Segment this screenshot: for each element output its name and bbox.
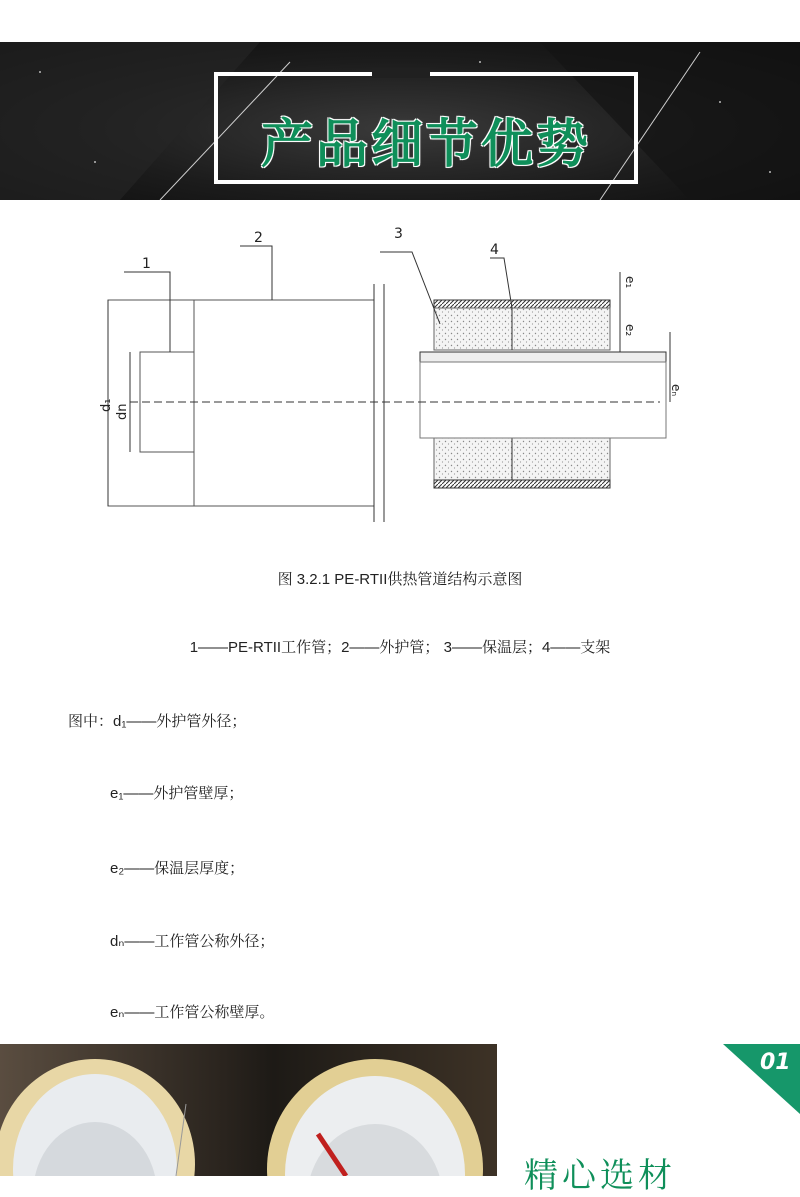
legend-intro: 图中：d₁——外护管外径； [68, 713, 247, 730]
dim-d1: d₁ [99, 398, 114, 412]
legend-item: dₙ——工作管公称外径； [110, 933, 275, 950]
header-banner [0, 42, 800, 200]
label-1: 1 [142, 256, 151, 272]
dim-dn: dn [115, 403, 130, 420]
pipe-structure-diagram [90, 212, 690, 532]
pipe-photo-image [0, 1044, 497, 1176]
top-margin [0, 0, 800, 42]
figure-parts: 1——PE-RTII工作管；2——外护管； 3——保温层；4——支架 [189, 639, 611, 656]
label-4: 4 [490, 242, 499, 258]
title-frame-gap [372, 68, 430, 78]
label-2: 2 [254, 230, 263, 246]
dim-e2: e₂ [623, 324, 637, 337]
section-title: 精心选材 [524, 1156, 676, 1196]
banner-title: 产品细节优势 [260, 115, 591, 175]
figure-caption: 图 3.2.1 PE-RTII供热管道结构示意图 [277, 571, 523, 588]
legend-item: e₁——外护管壁厚； [110, 785, 244, 802]
pipe-photo [0, 1044, 497, 1176]
section-number: 01 [760, 1050, 791, 1075]
legend-item: e₂——保温层厚度； [110, 860, 245, 877]
legend-item: eₙ——工作管公称壁厚。 [110, 1004, 275, 1021]
label-3: 3 [394, 226, 403, 242]
dim-e1: e₁ [623, 276, 637, 289]
dim-en: eₙ [669, 384, 683, 397]
